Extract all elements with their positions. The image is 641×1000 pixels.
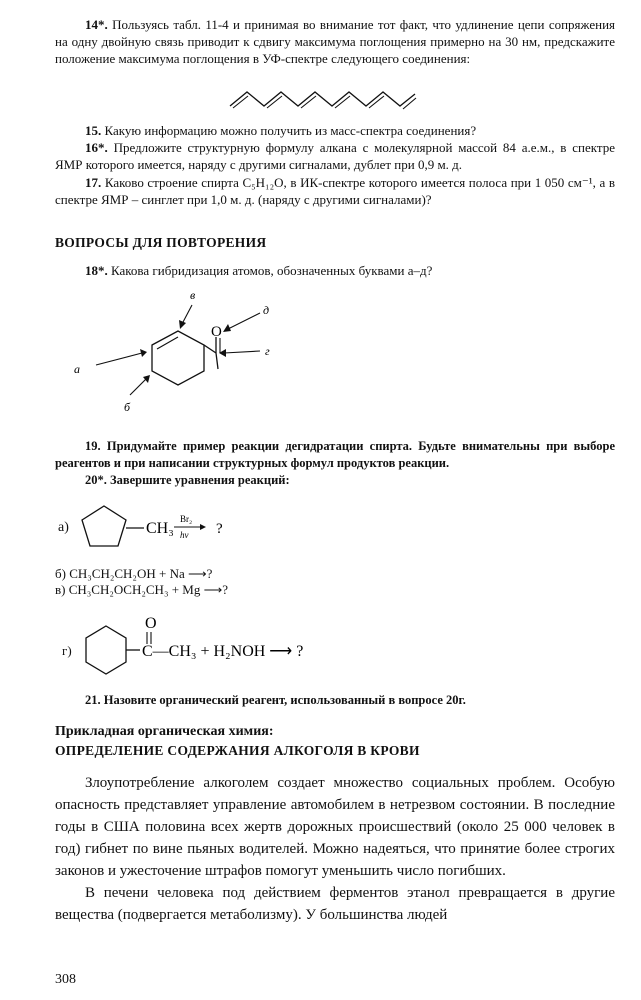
body-paragraph-1: Злоупотребление алкоголем создает множество социальных проблем. Особую опасность представляет управление автомобилем в нетрезвом состоянии. В последние годы в США половина всех жертв дорожных происшествий (около 25 000 человек в год) гибнет по вине пьяных водителей. Можно надеяться, что принятие более строгих законов и ужесточение штрафов помогут уменьшить число погибших. <box>55 775 615 879</box>
label-d: д <box>263 303 270 317</box>
reaction-g-label: г) <box>62 643 72 658</box>
oxygen-label: O <box>211 324 222 340</box>
question-number: 17. <box>85 175 102 190</box>
q18-structure <box>60 283 320 418</box>
body-text <box>55 772 615 926</box>
review-heading: ВОПРОСЫ ДЛЯ ПОВТОРЕНИЯ <box>55 235 267 250</box>
question-number: 21. <box>85 693 101 707</box>
question-text: Пользуясь табл. 11-4 и принимая во внимание тот факт, что удлинение цепи сопряжения на одну двойную связь приводит к сдвигу максимума поглощения примерно на 30 нм, предскажите положение максимума поглощения в УФ-спектре следующего соединения: <box>55 17 616 66</box>
question-text: Придумайте пример реакции дегидратации спирта. Будьте внимательны при выборе реагентов и при написании структурных формул продуктов реакции. <box>55 439 616 470</box>
question-text: Завершите уравнения реакций: <box>110 473 290 487</box>
page-number: 308 <box>55 972 76 987</box>
question-text: Назовите органический реагент, использованный в вопросе 20г. <box>103 693 466 707</box>
question-15 <box>55 122 615 139</box>
section-title-1: Прикладная органическая химия: <box>55 724 274 739</box>
carbonyl-oxygen: O <box>145 615 157 632</box>
question-text: Какова гибридизация атомов, обозначенных буквами а–д? <box>111 263 433 278</box>
label-v: в <box>190 288 196 302</box>
reaction-g <box>76 610 376 690</box>
reaction-a-label: а) <box>58 520 69 535</box>
label-b: б <box>124 400 131 414</box>
question-16 <box>55 139 615 173</box>
question-number: 19. <box>85 439 101 453</box>
result-mark: ? <box>216 521 223 537</box>
question-number: 20*. <box>85 473 107 487</box>
ch3-label: CH₃ <box>146 520 174 537</box>
question-20 <box>55 472 615 489</box>
reaction-v: в) CH₃CH₂OCH₂CH₃ + Mg ⟶? <box>55 582 229 597</box>
question-text: Предложите структурную формулу алкана с молекулярной массой 84 а.е.м., в спектре ЯМР которого имеется, наряду с другими сигналами, дублет при 0,9 м. д. <box>55 140 616 172</box>
section-title-2: ОПРЕДЕЛЕНИЕ СОДЕРЖАНИЯ АЛКОГОЛЯ В КРОВИ <box>55 743 420 758</box>
question-number: 14*. <box>85 17 108 32</box>
reaction-g-text: C—CH₃ + H₂NOH ⟶ ? <box>142 643 304 660</box>
question-19 <box>55 438 615 472</box>
polyene-structure <box>225 86 420 112</box>
reaction-b: б) CH₃CH₂CH₂OH + Na ⟶? <box>55 566 213 581</box>
question-text: Каково строение спирта C₅H₁₂O, в ИК-спектре которого имеется полоса при 1 050 см⁻¹, а в спектре ЯМР – синглет при 1,0 м. д. (наряду с другими сигналами)? <box>55 175 615 207</box>
label-a: а <box>74 362 80 376</box>
body-paragraph-2: В печени человека под действием ферментов этанол превращается в другие вещества (подвергается метаболизму). У большинства людей <box>55 885 615 923</box>
question-17 <box>55 174 615 208</box>
condition-label: hν <box>180 530 189 540</box>
question-number: 16*. <box>85 140 108 155</box>
question-number: 15. <box>85 123 102 138</box>
label-g: г <box>265 344 270 358</box>
question-number: 18*. <box>85 263 108 278</box>
question-21 <box>55 692 615 709</box>
question-text: Какую информацию можно получить из масс-спектра соединения? <box>104 123 477 138</box>
reagent-label: Br₂ <box>180 514 193 524</box>
reaction-a <box>74 500 244 560</box>
question-18 <box>55 262 615 279</box>
question-14 <box>55 16 615 67</box>
